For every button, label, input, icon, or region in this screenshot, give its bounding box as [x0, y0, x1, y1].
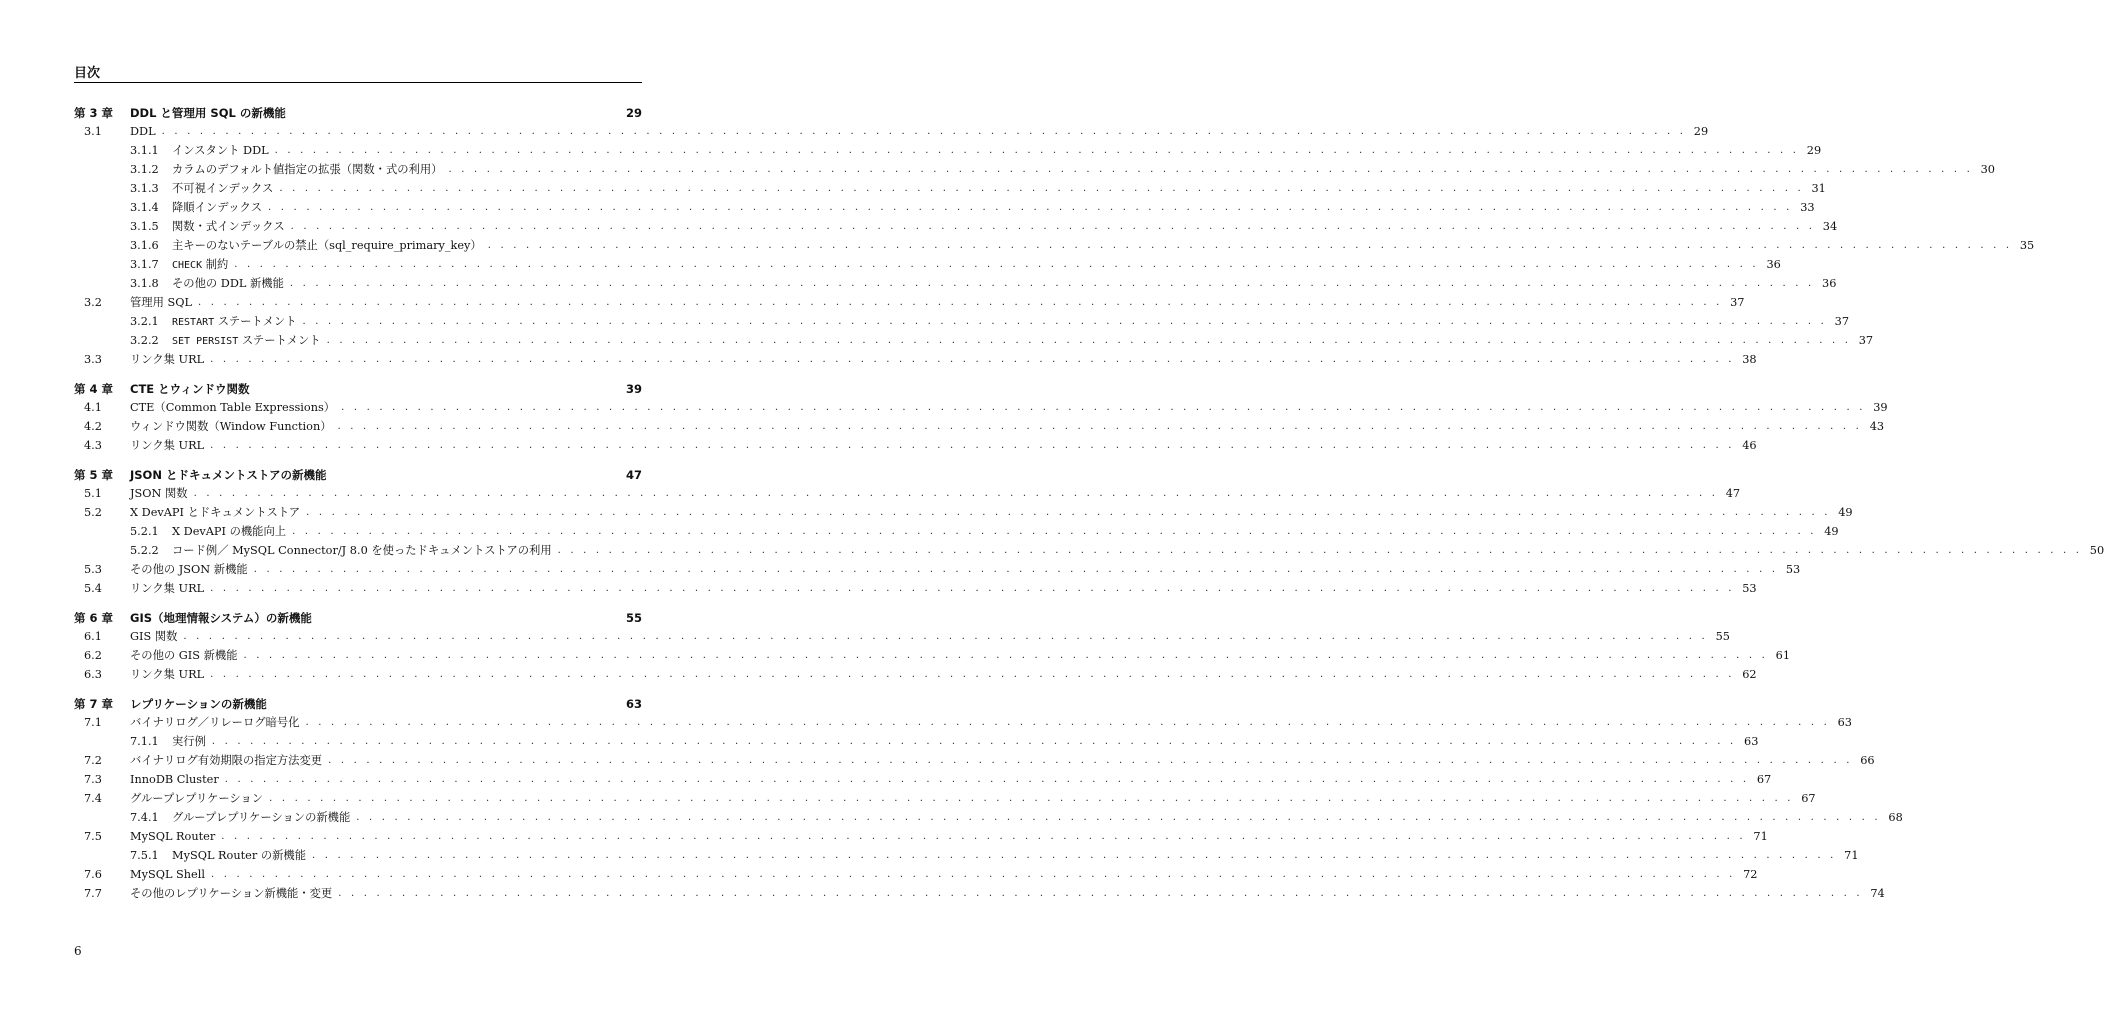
toc-entry-number: 6.3 [84, 668, 102, 681]
toc-entry-number: 3.2 [84, 296, 102, 309]
toc-entry-title-text: DDL [130, 125, 156, 138]
toc-entry-subsection[interactable] [74, 809, 1903, 827]
toc-entry-page: 29 [625, 106, 642, 120]
toc-entry-number: 第 6 章 [74, 611, 114, 625]
toc-entry-number: 4.3 [84, 439, 102, 452]
toc-entry-subsection[interactable] [74, 199, 1815, 217]
toc-leader-dots: . . . . . . . . . . . . . . . . . . . . . . . . . . . . . . . . . . . . . . . . . . . . . . . . . . . . . . . . . . . . . . . . . . . . . . . . . . . . . . . . . . . . . . . . . . . . . . . . . . . . . . . . . . . . . . . . . . . . . . . . [197, 297, 1723, 308]
toc-entry-title-text: その他のレプリケーション新機能・変更 [130, 887, 333, 900]
toc-entry-page: 36 [1822, 277, 1837, 290]
toc-leader-dots: . . . . . . . . . . . . . . . . . . . . . . . . . . . . . . . . . . . . . . . . . . . . . . . . . . . . . . . . . . . . . . . . . . . . . . . . . . . . . . . . . . . . . . . . . . . . . . . . . . . . . . . . . . . . . . . . . . . . . . . . [269, 793, 1794, 804]
toc-entry-chapter[interactable] [74, 380, 642, 398]
toc-entry-page: 71 [1844, 849, 1859, 862]
page-header-title: 目次 [74, 66, 101, 81]
toc-entry-page: 53 [1785, 563, 1801, 576]
toc-entry-section[interactable] [74, 418, 1885, 436]
toc-entry-section[interactable] [74, 561, 1801, 579]
toc-entry-title-text: 実行例 [172, 735, 206, 748]
toc-entry-number: 3.1.8 [130, 277, 159, 290]
toc-leader-dots: . . . . . . . . . . . . . . . . . . . . . . . . . . . . . . . . . . . . . . . . . . . . . . . . . . . . . . . . . . . . . . . . . . . . . . . . . . . . . . . . . . . . . . . . . . . . . . . . . . . . . . . . . . . . . . . . . . . . . . . . [161, 126, 1687, 137]
toc-entry-title [130, 714, 299, 732]
toc-entry-title [130, 580, 204, 598]
toc-entry-title-text: バイナリログ／リレーログ暗号化 [130, 716, 300, 729]
toc-leader-dots: . . . . . . . . . . . . . . . . . . . . . . . . . . . . . . . . . . . . . . . . . . . . . . . . . . . . . . . . . . . . . . . . . . . . . . . . . . . . . . . . . . . . . . . . . . . . . . . . . . . . . . . . . . . . . . . . . . . . . . . . [289, 278, 1815, 289]
toc-entry-title-text: 主キーのないテーブルの禁止（sql_require_primary_key） [172, 239, 482, 252]
toc-entry-number: 3.1.4 [130, 201, 159, 214]
toc-entry-page: 63 [1837, 716, 1852, 729]
toc-entry-title-text: リンク集 URL [130, 582, 205, 595]
toc-leader-dots: . . . . . . . . . . . . . . . . . . . . . . . . . . . . . . . . . . . . . . . . . . . . . . . . . . . . . . . . . . . . . . . . . . . . . . . . . . . . . . . . . . . . . . . . . . . . . . . . . . . . . . . . . . . . . . . . . . . . . . . . [302, 316, 1828, 327]
toc-entry-section[interactable] [74, 399, 1888, 417]
toc-entry-number: 5.2 [84, 506, 102, 519]
toc-entry-title-text: その他の DDL 新機能 [172, 277, 284, 290]
toc-entry-subsection[interactable] [74, 733, 1759, 751]
toc-entry-title [172, 809, 350, 827]
toc-entry-section[interactable] [74, 771, 1772, 789]
toc-entry-page: 47 [1725, 487, 1741, 500]
toc-entry-title [130, 418, 332, 436]
toc-entry-page: 36 [1766, 258, 1781, 271]
toc-entry-code-term: SET PERSIST [172, 335, 239, 347]
toc-leader-dots: . . . . . . . . . . . . . . . . . . . . . . . . . . . . . . . . . . . . . . . . . . . . . . . . . . . . . . . . . . . . . . . . . . . . . . . . . . . . . . . . . . . . . . . . . . . . . . . . . . . . . . . . . . . . . . . . . . . . . . . . [193, 488, 1719, 499]
toc-entry-title [172, 142, 269, 160]
toc-entry-title-text: バイナリログ有効期限の指定方法変更 [130, 754, 323, 767]
toc-leader-dots: . . . . . . . . . . . . . . . . . . . . . . . . . . . . . . . . . . . . . . . . . . . . . . . . . . . . . . . . . . . . . . . . . . . . . . . . . . . . . . . . . . . . . . . . . . . . . . . . . . . . . . . . . . . . . . . . . . . . . . . . [253, 564, 1779, 575]
toc-leader-dots: . . . . . . . . . . . . . . . . . . . . . . . . . . . . . . . . . . . . . . . . . . . . . . . . . . . . . . . . . . . . . . . . . . . . . . . . . . . . . . . . . . . . . . . . . . . . . . . . . . . . . . . . . . . . . . . . . . . . . . . . [306, 507, 1831, 518]
toc-entry-chapter[interactable] [74, 695, 642, 713]
toc-entry-number: 3.2.1 [130, 315, 159, 328]
toc-entry-number: 3.1.6 [130, 239, 159, 252]
page-number: 6 [74, 944, 82, 958]
toc-entry-number: 5.2.1 [130, 525, 159, 538]
toc-entry-page: 66 [1860, 754, 1875, 767]
toc-entry-section[interactable] [74, 485, 1741, 503]
toc-entry-section[interactable] [74, 580, 1757, 598]
toc-entry-title-text: 制約 [202, 257, 229, 271]
toc-entry-chapter[interactable] [74, 609, 642, 627]
toc-entry-number: 4.1 [84, 401, 102, 414]
toc-entry-number: 7.7 [84, 887, 102, 900]
toc-entry-title-text: グループレプリケーション [130, 792, 264, 805]
toc-entry-page: 49 [1838, 506, 1853, 519]
toc-entry-page: 67 [1756, 773, 1772, 786]
toc-leader-dots: . . . . . . . . . . . . . . . . . . . . . . . . . . . . . . . . . . . . . . . . . . . . . . . . . . . . . . . . . . . . . . . . . . . . . . . . . . . . . . . . . . . . . . . . . . . . . . . . . . . . . . . . . . . . . . . . . . . . . . . . [274, 145, 1800, 156]
toc-leader-dots: . . . . . . . . . . . . . . . . . . . . . . . . . . . . . . . . . . . . . . . . . . . . . . . . . . . . . . . . . . . . . . . . . . . . . . . . . . . . . . . . . . . . . . . . . . . . . . . . . . . . . . . . . . . . . . . . . . . . . . . . [326, 335, 1852, 346]
toc-entry-page: 49 [1824, 525, 1839, 538]
toc-entry-number: 3.1 [84, 125, 102, 138]
toc-entry-title [130, 123, 156, 141]
toc-leader-dots: . . . . . . . . . . . . . . . . . . . . . . . . . . . . . . . . . . . . . . . . . . . . . . . . . . . . . . . . . . . . . . . . . . . . . . . . . . . . . . . . . . . . . . . . . . . . . . . . . . . . . . . . . . . . . . . . . . . . . . . . [337, 421, 1863, 432]
toc-entry-title [130, 380, 249, 398]
toc-entry-title [172, 275, 284, 293]
toc-entry-title [130, 437, 204, 455]
toc-leader-dots: . . . . . . . . . . . . . . . . . . . . . . . . . . . . . . . . . . . . . . . . . . . . . . . . . . . . . . . . . . . . . . . . . . . . . . . . . . . . . . . . . . . . . . . . . . . . . . . . . . . . . . . . . . . . . . . . . . . . . . . . [448, 164, 1973, 175]
toc-entry-chapter[interactable] [74, 466, 642, 484]
toc-entry-page: 71 [1753, 830, 1768, 843]
toc-entry-page: 55 [625, 611, 642, 625]
toc-entry-number: 3.1.7 [130, 258, 159, 271]
toc-entry-section[interactable] [74, 123, 1709, 141]
toc-entry-title [130, 771, 219, 789]
toc-entry-page: 37 [1730, 296, 1745, 309]
toc-entry-section[interactable] [74, 437, 1757, 455]
toc-leader-dots: . . . . . . . . . . . . . . . . . . . . . . . . . . . . . . . . . . . . . . . . . . . . . . . . . . . . . . . . . . . . . . . . . . . . . . . . . . . . . . . . . . . . . . . . . . . . . . . . . . . . . . . . . . . . . . . . . . . . . . . . [305, 717, 1830, 728]
toc-entry-title-text: リンク集 URL [130, 668, 205, 681]
toc-entry-page: 53 [1742, 582, 1757, 595]
toc-entry-title-text: その他の JSON 新機能 [130, 563, 248, 576]
toc-entry-number: 第 4 章 [74, 382, 114, 396]
toc-entry-page: 37 [1858, 334, 1874, 347]
toc-entry-title [130, 485, 188, 503]
toc-leader-dots: . . . . . . . . . . . . . . . . . . . . . . . . . . . . . . . . . . . . . . . . . . . . . . . . . . . . . . . . . . . . . . . . . . . . . . . . . . . . . . . . . . . . . . . . . . . . . . . . . . . . . . . . . . . . . . . . . . . . . . . . [338, 888, 1863, 899]
toc-entry-subsection[interactable] [74, 180, 1826, 198]
toc-entry-page: 63 [625, 697, 642, 711]
toc-entry-title [130, 828, 215, 846]
toc-entry-title-text: グループレプリケーションの新機能 [172, 811, 351, 824]
toc-entry-number: 7.6 [84, 868, 102, 881]
toc-entry-title-text: リンク集 URL [130, 439, 205, 452]
toc-entry-page: 61 [1775, 649, 1791, 662]
toc-entry-subsection[interactable] [74, 142, 1822, 160]
toc-leader-dots: . . . . . . . . . . . . . . . . . . . . . . . . . . . . . . . . . . . . . . . . . . . . . . . . . . . . . . . . . . . . . . . . . . . . . . . . . . . . . . . . . . . . . . . . . . . . . . . . . . . . . . . . . . . . . . . . . . . . . . . . [210, 669, 1735, 680]
toc-entry-title-text: JSON 関数 [130, 487, 188, 500]
toc-entry-number: 7.2 [84, 754, 102, 767]
toc-entry-page: 39 [1873, 401, 1888, 414]
toc-entry-title [172, 237, 482, 255]
toc-leader-dots: . . . . . . . . . . . . . . . . . . . . . . . . . . . . . . . . . . . . . . . . . . . . . . . . . . . . . . . . . . . . . . . . . . . . . . . . . . . . . . . . . . . . . . . . . . . . . . . . . . . . . . . . . . . . . . . . . . . . . . . . [292, 526, 1817, 537]
toc-entry-title-text: X DevAPI とドキュメントストア [130, 506, 301, 519]
toc-leader-dots: . . . . . . . . . . . . . . . . . . . . . . . . . . . . . . . . . . . . . . . . . . . . . . . . . . . . . . . . . . . . . . . . . . . . . . . . . . . . . . . . . . . . . . . . . . . . . . . . . . . . . . . . . . . . . . . . . . . . . . . . [224, 774, 1750, 785]
toc-entry-code-term: RESTART [172, 316, 215, 328]
toc-entry-title [130, 466, 327, 484]
toc-entry-subsection[interactable] [74, 332, 1874, 350]
toc-entry-number: 5.4 [84, 582, 102, 595]
toc-entry-number: 7.4 [84, 792, 102, 805]
toc-leader-dots: . . . . . . . . . . . . . . . . . . . . . . . . . . . . . . . . . . . . . . . . . . . . . . . . . . . . . . . . . . . . . . . . . . . . . . . . . . . . . . . . . . . . . . . . . . . . . . . . . . . . . . . . . . . . . . . . . . . . . . . . [328, 755, 1853, 766]
toc-entry-title [172, 313, 297, 332]
toc-entry-title [130, 695, 267, 713]
toc-entry-subsection[interactable] [74, 847, 1859, 865]
toc-entry-title-text: ウィンドウ関数（Window Function） [130, 420, 332, 433]
toc-entry-section[interactable] [74, 714, 1852, 732]
toc-entry-title-text: CTE とウィンドウ関数 [130, 382, 250, 396]
toc-leader-dots: . . . . . . . . . . . . . . . . . . . . . . . . . . . . . . . . . . . . . . . . . . . . . . . . . . . . . . . . . . . . . . . . . . . . . . . . . . . . . . . . . . . . . . . . . . . . . . . . . . . . . . . . . . . . . . . . . . . . . . . . [211, 736, 1737, 747]
toc-entry-title [130, 866, 205, 884]
toc-entry-page: 34 [1822, 220, 1838, 233]
toc-entry-page: 33 [1800, 201, 1815, 214]
toc-entry-title-text: ステートメント [238, 333, 321, 347]
toc-entry-section[interactable] [74, 885, 1885, 903]
toc-leader-dots: . . . . . . . . . . . . . . . . . . . . . . . . . . . . . . . . . . . . . . . . . . . . . . . . . . . . . . . . . . . . . . . . . . . . . . . . . . . . . . . . . . . . . . . . . . . . . . . . . . . . . . . . . . . . . . . . . . . . . . . . [290, 221, 1816, 232]
toc-entry-chapter[interactable] [74, 104, 642, 122]
toc-entry-title-text: 降順インデックス [172, 201, 263, 214]
toc-entry-section[interactable] [74, 752, 1875, 770]
toc-entry-subsection[interactable] [74, 256, 1781, 274]
toc-entry-title-text: JSON とドキュメントストアの新機能 [130, 468, 327, 482]
toc-entry-title-text: CTE（Common Table Expressions） [130, 401, 336, 414]
toc-entry-title-text: 管理用 SQL [130, 296, 192, 309]
toc-entry-page: 35 [2019, 239, 2035, 252]
toc-entry-title [130, 294, 192, 312]
toc-entry-number: 3.1.5 [130, 220, 159, 233]
toc-entry-page: 62 [1742, 668, 1757, 681]
toc-entry-section[interactable] [74, 628, 1730, 646]
toc-entry-title [172, 180, 273, 198]
toc-entry-title [172, 256, 228, 275]
toc-entry-page: 29 [1693, 125, 1709, 138]
toc-entry-number: 3.1.1 [130, 144, 159, 157]
toc-entry-page: 55 [1715, 630, 1730, 643]
toc-leader-dots: . . . . . . . . . . . . . . . . . . . . . . . . . . . . . . . . . . . . . . . . . . . . . . . . . . . . . . . . . . . . . . . . . . . . . . . . . . . . . . . . . . . . . . . . . . . . . . . . . . . . . . . . . . . . . . . . . . . . . . . . [210, 583, 1735, 594]
toc-leader-dots: . . . . . . . . . . . . . . . . . . . . . . . . . . . . . . . . . . . . . . . . . . . . . . . . . . . . . . . . . . . . . . . . . . . . . . . . . . . . . . . . . . . . . . . . . . . . . . . . . . . . . . . . . . . . . . . . . . . . . . . . [557, 545, 2083, 556]
toc-entry-number: 6.2 [84, 649, 102, 662]
toc-entry-page: 63 [1744, 735, 1759, 748]
toc-leader-dots: . . . . . . . . . . . . . . . . . . . . . . . . . . . . . . . . . . . . . . . . . . . . . . . . . . . . . . . . . . . . . . . . . . . . . . . . . . . . . . . . . . . . . . . . . . . . . . . . . . . . . . . . . . . . . . . . . . . . . . . . [210, 440, 1735, 451]
toc-entry-title-text: GIS 関数 [130, 630, 178, 643]
toc-entry-number: 5.2.2 [130, 544, 159, 557]
toc-leader-dots: . . . . . . . . . . . . . . . . . . . . . . . . . . . . . . . . . . . . . . . . . . . . . . . . . . . . . . . . . . . . . . . . . . . . . . . . . . . . . . . . . . . . . . . . . . . . . . . . . . . . . . . . . . . . . . . . . . . . . . . . [341, 402, 1866, 413]
toc-entry-subsection[interactable] [74, 542, 2104, 560]
toc-entry-section[interactable] [74, 294, 1745, 312]
toc-entry-title-text: ステートメント [214, 314, 297, 328]
toc-entry-title [130, 609, 312, 627]
toc-entry-title [130, 885, 332, 903]
toc-entry-title [130, 752, 322, 770]
toc-entry-title [172, 161, 442, 179]
toc-entry-title-text: その他の GIS 新機能 [130, 649, 238, 662]
toc-entry-number: 7.1.1 [130, 735, 159, 748]
toc-entry-number: 7.3 [84, 773, 102, 786]
toc-entry-title [130, 104, 286, 122]
toc-leader-dots: . . . . . . . . . . . . . . . . . . . . . . . . . . . . . . . . . . . . . . . . . . . . . . . . . . . . . . . . . . . . . . . . . . . . . . . . . . . . . . . . . . . . . . . . . . . . . . . . . . . . . . . . . . . . . . . . . . . . . . . . [312, 850, 1837, 861]
toc-entry-number: 3.2.2 [130, 334, 159, 347]
toc-entry-title [130, 351, 204, 369]
toc-entry-title-text: リンク集 URL [130, 353, 205, 366]
toc-entry-title-text: X DevAPI の機能向上 [172, 525, 287, 538]
toc-entry-subsection[interactable] [74, 237, 2035, 255]
toc-entry-section[interactable] [74, 790, 1816, 808]
toc-entry-title [172, 218, 285, 236]
toc-entry-page: 68 [1888, 811, 1903, 824]
toc-entry-subsection[interactable] [74, 523, 1839, 541]
toc-entry-title [172, 332, 321, 351]
toc-entry-page: 74 [1870, 887, 1885, 900]
toc-entry-title-text: 不可視インデックス [172, 182, 274, 195]
toc-entry-title [130, 790, 263, 808]
toc-entry-subsection[interactable] [74, 161, 1995, 179]
toc-entry-number: 第 3 章 [74, 106, 114, 120]
toc-leader-dots: . . . . . . . . . . . . . . . . . . . . . . . . . . . . . . . . . . . . . . . . . . . . . . . . . . . . . . . . . . . . . . . . . . . . . . . . . . . . . . . . . . . . . . . . . . . . . . . . . . . . . . . . . . . . . . . . . . . . . . . . [234, 259, 1759, 270]
toc-entry-title [130, 399, 335, 417]
toc-entry-page: 50 [2089, 544, 2104, 557]
toc-leader-dots: . . . . . . . . . . . . . . . . . . . . . . . . . . . . . . . . . . . . . . . . . . . . . . . . . . . . . . . . . . . . . . . . . . . . . . . . . . . . . . . . . . . . . . . . . . . . . . . . . . . . . . . . . . . . . . . . . . . . . . . . [356, 812, 1881, 823]
toc-entry-number: 5.1 [84, 487, 102, 500]
toc-leader-dots: . . . . . . . . . . . . . . . . . . . . . . . . . . . . . . . . . . . . . . . . . . . . . . . . . . . . . . . . . . . . . . . . . . . . . . . . . . . . . . . . . . . . . . . . . . . . . . . . . . . . . . . . . . . . . . . . . . . . . . . . [183, 631, 1708, 642]
toc-entry-page: 47 [625, 468, 642, 482]
toc-entry-title [130, 504, 300, 522]
toc-entry-title [172, 199, 262, 217]
toc-entry-title-text: コード例／ MySQL Connector/J 8.0 を使ったドキュメントストアの利用 [172, 544, 552, 557]
toc-entry-subsection[interactable] [74, 218, 1838, 236]
toc-leader-dots: . . . . . . . . . . . . . . . . . . . . . . . . . . . . . . . . . . . . . . . . . . . . . . . . . . . . . . . . . . . . . . . . . . . . . . . . . . . . . . . . . . . . . . . . . . . . . . . . . . . . . . . . . . . . . . . . . . . . . . . . [268, 202, 1793, 213]
toc-entry-title [130, 647, 238, 665]
toc-leader-dots: . . . . . . . . . . . . . . . . . . . . . . . . . . . . . . . . . . . . . . . . . . . . . . . . . . . . . . . . . . . . . . . . . . . . . . . . . . . . . . . . . . . . . . . . . . . . . . . . . . . . . . . . . . . . . . . . . . . . . . . . [221, 831, 1746, 842]
toc-entry-number: 7.5 [84, 830, 102, 843]
toc-entry-subsection[interactable] [74, 275, 1837, 293]
header-rule [74, 82, 642, 83]
toc-entry-page: 30 [1980, 163, 1995, 176]
toc-entry-number: 第 5 章 [74, 468, 114, 482]
toc-entry-title-text: カラムのデフォルト値指定の拡張（関数・式の利用） [172, 163, 443, 176]
toc-entry-title [172, 523, 286, 541]
toc-entry-page: 37 [1834, 315, 1850, 328]
toc-entry-title-text: GIS（地理情報システム）の新機能 [130, 611, 312, 625]
toc-entry-number: 7.1 [84, 716, 102, 729]
toc-entry-title-text: DDL と管理用 SQL の新機能 [130, 106, 286, 120]
toc-entry-title [130, 666, 204, 684]
toc-entry-page: 29 [1806, 144, 1822, 157]
toc-entry-section[interactable] [74, 666, 1757, 684]
toc-entry-number: 3.3 [84, 353, 102, 366]
toc-entry-section[interactable] [74, 504, 1853, 522]
toc-entry-number: 7.5.1 [130, 849, 159, 862]
toc-leader-dots: . . . . . . . . . . . . . . . . . . . . . . . . . . . . . . . . . . . . . . . . . . . . . . . . . . . . . . . . . . . . . . . . . . . . . . . . . . . . . . . . . . . . . . . . . . . . . . . . . . . . . . . . . . . . . . . . . . . . . . . . [243, 650, 1769, 661]
toc-entry-number: 5.3 [84, 563, 102, 576]
toc-entry-title [172, 847, 306, 865]
toc-entry-code-term: CHECK [172, 259, 203, 271]
toc-leader-dots: . . . . . . . . . . . . . . . . . . . . . . . . . . . . . . . . . . . . . . . . . . . . . . . . . . . . . . . . . . . . . . . . . . . . . . . . . . . . . . . . . . . . . . . . . . . . . . . . . . . . . . . . . . . . . . . . . . . . . . . . [210, 869, 1736, 880]
toc-entry-number: 6.1 [84, 630, 102, 643]
toc-leader-dots: . . . . . . . . . . . . . . . . . . . . . . . . . . . . . . . . . . . . . . . . . . . . . . . . . . . . . . . . . . . . . . . . . . . . . . . . . . . . . . . . . . . . . . . . . . . . . . . . . . . . . . . . . . . . . . . . . . . . . . . . [487, 240, 2013, 251]
toc-entry-title [172, 733, 206, 751]
toc-entry-title-text: MySQL Shell [130, 868, 205, 881]
toc-entry-section[interactable] [74, 866, 1758, 884]
toc-entry-title [130, 561, 248, 579]
toc-entry-page: 31 [1811, 182, 1826, 195]
toc-entry-title [172, 542, 552, 560]
toc-entry-number: 3.1.2 [130, 163, 159, 176]
toc-entry-title-text: レプリケーションの新機能 [130, 697, 267, 711]
toc-entry-page: 43 [1869, 420, 1885, 433]
toc-entry-page: 72 [1743, 868, 1758, 881]
toc-leader-dots: . . . . . . . . . . . . . . . . . . . . . . . . . . . . . . . . . . . . . . . . . . . . . . . . . . . . . . . . . . . . . . . . . . . . . . . . . . . . . . . . . . . . . . . . . . . . . . . . . . . . . . . . . . . . . . . . . . . . . . . . [279, 183, 1804, 194]
toc-entry-subsection[interactable] [74, 313, 1850, 331]
toc-entry-title-text: 関数・式インデックス [172, 220, 285, 233]
toc-entry-page: 46 [1742, 439, 1757, 452]
toc-entry-section[interactable] [74, 647, 1791, 665]
toc-entry-title [130, 628, 177, 646]
toc-entry-page: 39 [625, 382, 642, 396]
toc-entry-number: 3.1.3 [130, 182, 159, 195]
toc-entry-section[interactable] [74, 828, 1768, 846]
toc-entry-page: 67 [1801, 792, 1816, 805]
toc-entry-number: 7.4.1 [130, 811, 159, 824]
toc-leader-dots: . . . . . . . . . . . . . . . . . . . . . . . . . . . . . . . . . . . . . . . . . . . . . . . . . . . . . . . . . . . . . . . . . . . . . . . . . . . . . . . . . . . . . . . . . . . . . . . . . . . . . . . . . . . . . . . . . . . . . . . . [210, 354, 1735, 365]
toc-entry-number: 第 7 章 [74, 697, 114, 711]
toc-entry-section[interactable] [74, 351, 1757, 369]
toc-entry-title-text: インスタント DDL [172, 144, 269, 157]
toc-entry-title-text: MySQL Router [130, 830, 216, 843]
toc-entry-number: 4.2 [84, 420, 102, 433]
toc-entry-title-text: InnoDB Cluster [130, 773, 219, 786]
toc-entry-title-text: MySQL Router の新機能 [172, 849, 307, 862]
toc-entry-page: 38 [1742, 353, 1757, 366]
